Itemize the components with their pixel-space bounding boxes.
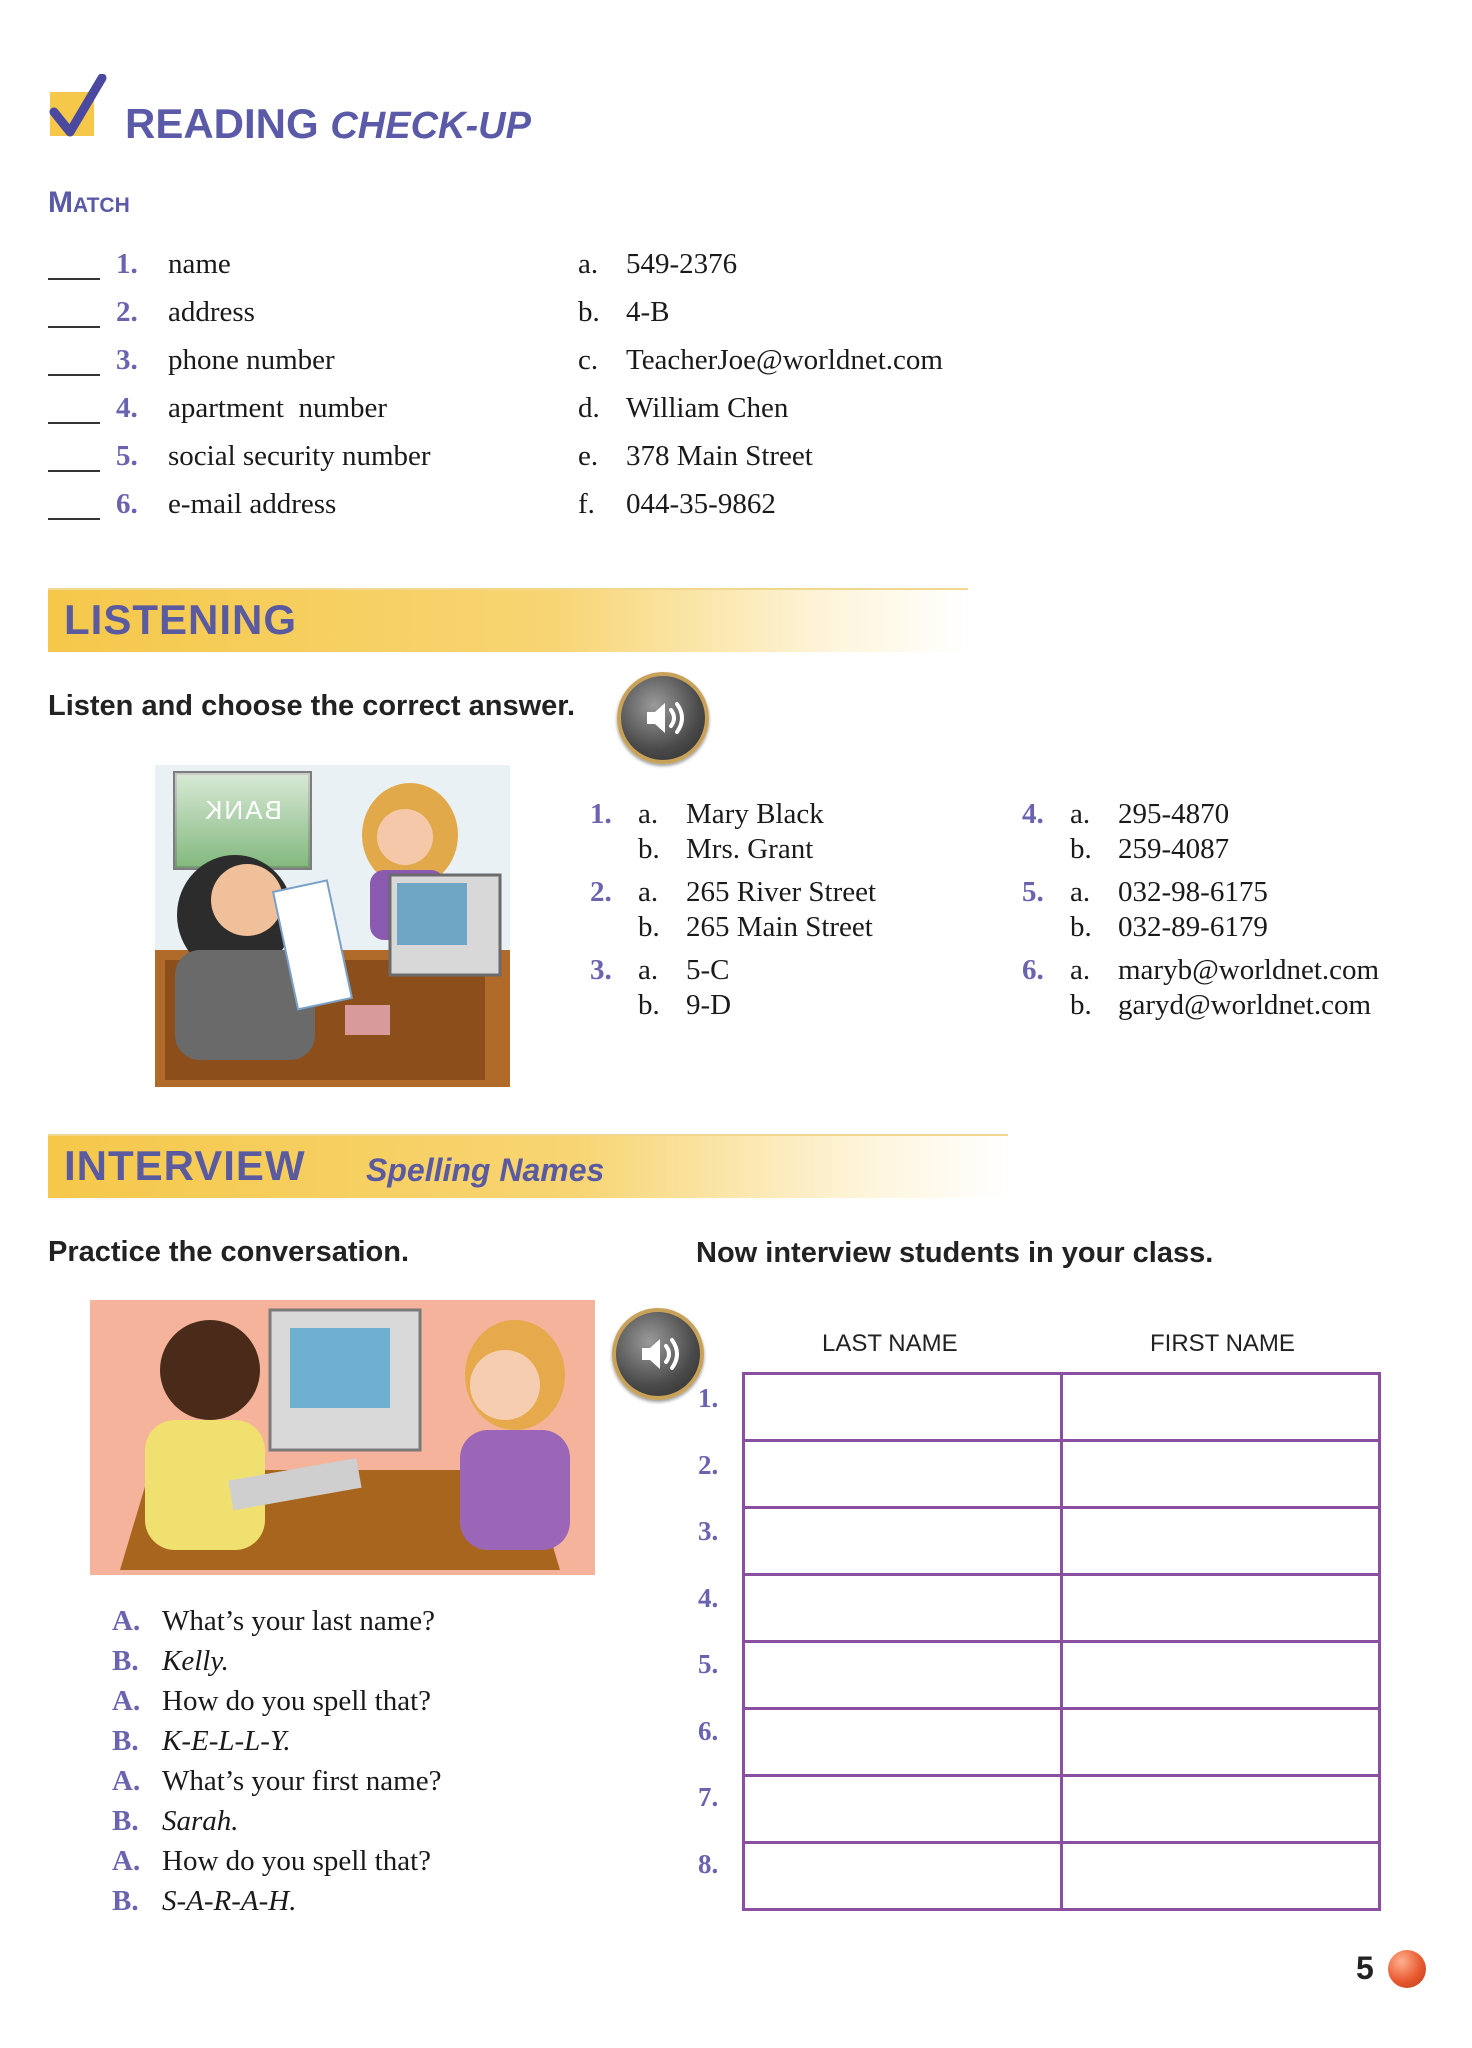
reading-checkup-section bbox=[0, 0, 1472, 540]
match-term: name bbox=[168, 248, 231, 280]
match-answer: 378 Main Street bbox=[626, 440, 813, 472]
column-header-first-name: FIRST NAME bbox=[1150, 1330, 1295, 1357]
match-answer: 549-2376 bbox=[626, 248, 738, 280]
match-row bbox=[48, 488, 1048, 528]
interview-instruction: Now interview students in your class. bbox=[696, 1237, 1214, 1269]
option-letter-b: b. bbox=[638, 833, 660, 865]
table-row bbox=[744, 1575, 1380, 1642]
answer-blank[interactable] bbox=[48, 278, 100, 280]
item-number: 3. bbox=[590, 954, 612, 986]
option-a[interactable]: 032-98-6175 bbox=[1118, 876, 1268, 908]
match-letter: a. bbox=[578, 248, 599, 280]
first-name-cell[interactable] bbox=[1062, 1709, 1380, 1776]
table-row bbox=[744, 1709, 1380, 1776]
match-answer: 4-B bbox=[626, 296, 670, 328]
item-number: 6. bbox=[1022, 954, 1044, 986]
interview-title: INTERVIEW bbox=[64, 1142, 306, 1189]
first-name-cell[interactable] bbox=[1062, 1843, 1380, 1910]
answer-blank[interactable] bbox=[48, 374, 100, 376]
last-name-cell[interactable] bbox=[744, 1776, 1062, 1843]
table-row bbox=[744, 1441, 1380, 1508]
listening-item bbox=[590, 954, 1010, 1024]
table-row bbox=[744, 1843, 1380, 1910]
listening-header-bar bbox=[48, 588, 968, 652]
option-a[interactable]: Mary Black bbox=[686, 798, 824, 830]
option-b[interactable]: 032-89-6179 bbox=[1118, 911, 1268, 943]
item-number: 2. bbox=[116, 296, 138, 328]
option-letter-a: a. bbox=[638, 954, 659, 986]
option-b[interactable]: 9-D bbox=[686, 989, 732, 1021]
last-name-cell[interactable] bbox=[744, 1709, 1062, 1776]
match-answer: William Chen bbox=[626, 392, 789, 424]
reading-title-italic: CHECK-UP bbox=[330, 105, 531, 147]
item-number: 4. bbox=[116, 392, 138, 424]
match-term: apartment number bbox=[168, 392, 388, 424]
line-text: What’s your last name? bbox=[162, 1605, 435, 1637]
last-name-cell[interactable] bbox=[744, 1575, 1062, 1642]
speaker-label: B. bbox=[112, 1645, 139, 1677]
table-row bbox=[744, 1374, 1380, 1441]
option-letter-a: a. bbox=[638, 876, 659, 908]
option-letter-b: b. bbox=[638, 911, 660, 943]
row-number: 2. bbox=[698, 1450, 719, 1480]
item-number: 2. bbox=[590, 876, 612, 908]
bank-sign: BANK bbox=[203, 795, 282, 825]
option-letter-a: a. bbox=[1070, 798, 1091, 830]
first-name-cell[interactable] bbox=[1062, 1508, 1380, 1575]
line-text: How do you spell that? bbox=[162, 1845, 432, 1877]
line-text: What’s your first name? bbox=[162, 1765, 442, 1797]
option-letter-b: b. bbox=[1070, 911, 1092, 943]
conversation-scene-image bbox=[90, 1300, 595, 1575]
match-row bbox=[48, 296, 1048, 336]
table-row bbox=[744, 1642, 1380, 1709]
last-name-cell[interactable] bbox=[744, 1374, 1062, 1441]
line-text: S-A-R-A-H. bbox=[162, 1885, 297, 1917]
table-row bbox=[744, 1776, 1380, 1843]
option-letter-b: b. bbox=[1070, 833, 1092, 865]
practice-instruction: Practice the conversation. bbox=[48, 1236, 410, 1268]
option-b[interactable]: 259-4087 bbox=[1118, 833, 1230, 865]
item-number: 5. bbox=[116, 440, 138, 472]
option-a[interactable]: 5-C bbox=[686, 954, 730, 986]
line-text: Kelly. bbox=[162, 1645, 229, 1677]
item-number: 1. bbox=[590, 798, 612, 830]
option-letter-a: a. bbox=[1070, 954, 1091, 986]
speaker-label: B. bbox=[112, 1725, 139, 1757]
bank-illustration bbox=[155, 765, 510, 1087]
speaker-label: B. bbox=[112, 1885, 139, 1917]
option-b[interactable]: 265 Main Street bbox=[686, 911, 873, 943]
last-name-cell[interactable] bbox=[744, 1642, 1062, 1709]
last-name-cell[interactable] bbox=[744, 1441, 1062, 1508]
interview-table bbox=[742, 1372, 1381, 1911]
match-term: phone number bbox=[168, 344, 335, 376]
match-row bbox=[48, 248, 1048, 288]
match-letter: e. bbox=[578, 440, 599, 472]
match-label: Match bbox=[48, 186, 130, 219]
listening-instruction: Listen and choose the correct answer. bbox=[48, 690, 575, 722]
speaker-label: A. bbox=[112, 1605, 141, 1637]
row-number: 5. bbox=[698, 1649, 719, 1679]
interview-header-bar bbox=[48, 1134, 1008, 1198]
listening-item bbox=[1022, 798, 1442, 868]
speaker-label: A. bbox=[112, 1765, 141, 1797]
row-number: 1. bbox=[698, 1383, 719, 1413]
checkmark-icon bbox=[48, 74, 108, 144]
reading-title bbox=[125, 100, 531, 148]
option-a[interactable]: 295-4870 bbox=[1118, 798, 1230, 830]
item-number: 1. bbox=[116, 248, 138, 280]
listening-item bbox=[1022, 954, 1442, 1024]
row-number: 6. bbox=[698, 1716, 719, 1746]
option-a[interactable]: 265 River Street bbox=[686, 876, 877, 908]
match-answer: TeacherJoe@worldnet.com bbox=[626, 344, 943, 376]
option-letter-b: b. bbox=[638, 989, 660, 1021]
option-b[interactable]: garyd@worldnet.com bbox=[1118, 989, 1371, 1021]
row-number: 4. bbox=[698, 1583, 719, 1613]
listening-item bbox=[590, 876, 1010, 946]
row-number: 3. bbox=[698, 1516, 719, 1546]
match-row bbox=[48, 440, 1048, 480]
speaker-label: A. bbox=[112, 1845, 141, 1877]
option-letter-b: b. bbox=[1070, 989, 1092, 1021]
audio-speaker-icon[interactable] bbox=[612, 1308, 704, 1400]
listening-item bbox=[590, 798, 1010, 868]
option-b[interactable]: Mrs. Grant bbox=[686, 833, 814, 865]
match-letter: d. bbox=[578, 392, 600, 424]
match-term: social security number bbox=[168, 440, 431, 472]
last-name-cell[interactable] bbox=[744, 1843, 1062, 1910]
speaker-glyph-icon bbox=[616, 1312, 700, 1396]
listening-item bbox=[1022, 876, 1442, 946]
first-name-cell[interactable] bbox=[1062, 1441, 1380, 1508]
item-number: 5. bbox=[1022, 876, 1044, 908]
last-name-cell[interactable] bbox=[744, 1508, 1062, 1575]
line-text: K-E-L-L-Y. bbox=[162, 1725, 291, 1757]
column-header-last-name: LAST NAME bbox=[822, 1330, 958, 1357]
answer-blank[interactable] bbox=[48, 518, 100, 520]
table-row bbox=[744, 1508, 1380, 1575]
option-letter-a: a. bbox=[1070, 876, 1091, 908]
match-letter: b. bbox=[578, 296, 600, 328]
listening-title: LISTENING bbox=[64, 596, 298, 643]
audio-speaker-icon[interactable] bbox=[617, 672, 709, 764]
page-number: 5 bbox=[1356, 1950, 1374, 1986]
match-term: e-mail address bbox=[168, 488, 337, 520]
speaker-label: B. bbox=[112, 1805, 139, 1837]
match-row bbox=[48, 344, 1048, 384]
line-text: Sarah. bbox=[162, 1805, 239, 1837]
page-dot-icon bbox=[1388, 1950, 1426, 1988]
speaker-label: A. bbox=[112, 1685, 141, 1717]
answer-blank[interactable] bbox=[48, 326, 100, 328]
item-number: 3. bbox=[116, 344, 138, 376]
match-answer: 044-35-9862 bbox=[626, 488, 776, 520]
match-letter: f. bbox=[578, 488, 595, 520]
option-a[interactable]: maryb@worldnet.com bbox=[1118, 954, 1380, 986]
reading-title-main: READING bbox=[125, 100, 319, 147]
match-term: address bbox=[168, 296, 255, 328]
interview-subtitle: Spelling Names bbox=[366, 1152, 605, 1188]
conversation-illustration bbox=[90, 1300, 595, 1575]
option-letter-a: a. bbox=[638, 798, 659, 830]
first-name-cell[interactable] bbox=[1062, 1776, 1380, 1843]
match-letter: c. bbox=[578, 344, 599, 376]
item-number: 4. bbox=[1022, 798, 1044, 830]
match-row bbox=[48, 392, 1048, 432]
speaker-glyph-icon bbox=[621, 676, 705, 760]
line-text: How do you spell that? bbox=[162, 1685, 432, 1717]
answer-blank[interactable] bbox=[48, 422, 100, 424]
item-number: 6. bbox=[116, 488, 138, 520]
row-number: 8. bbox=[698, 1849, 719, 1879]
answer-blank[interactable] bbox=[48, 470, 100, 472]
row-number: 7. bbox=[698, 1782, 719, 1812]
first-name-cell[interactable] bbox=[1062, 1374, 1380, 1441]
first-name-cell[interactable] bbox=[1062, 1575, 1380, 1642]
first-name-cell[interactable] bbox=[1062, 1642, 1380, 1709]
